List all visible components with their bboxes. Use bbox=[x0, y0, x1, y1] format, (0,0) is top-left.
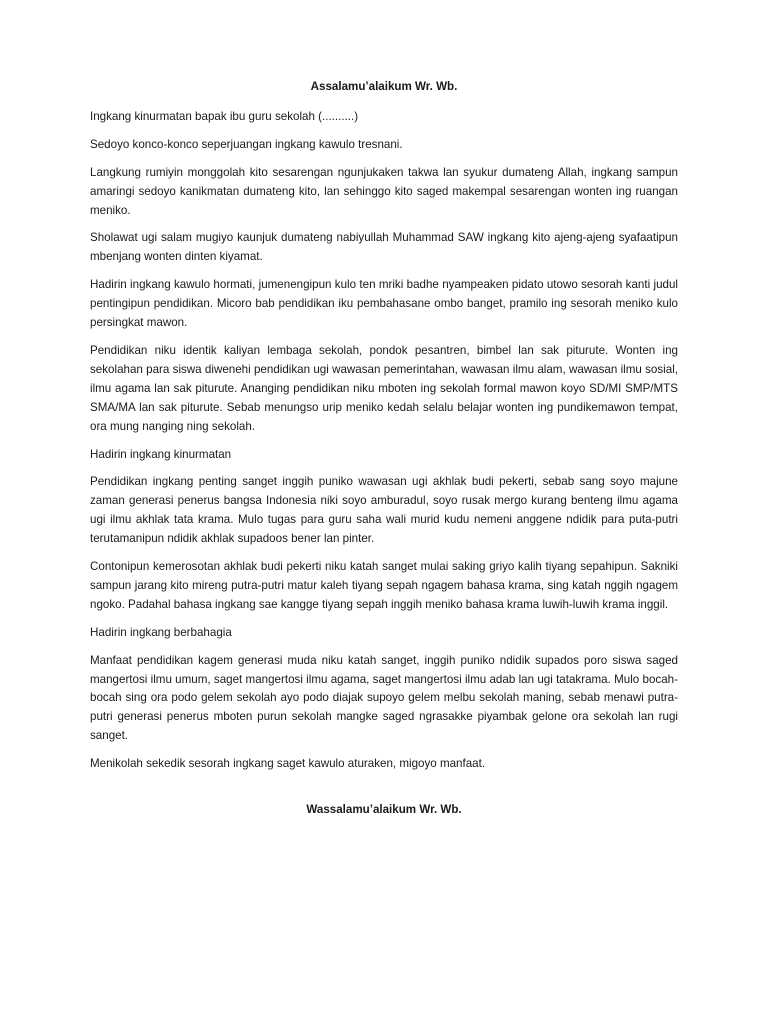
paragraph-salutation-teachers: Ingkang kinurmatan bapak ibu guru sekolah (..........) bbox=[90, 109, 359, 123]
paragraph-salutation-friends: Sedoyo konco-konco seperjuangan ingkang kawulo tresnani. bbox=[90, 137, 403, 151]
paragraph-moral-decline: Contonipun kemerosotan akhlak budi pekerti niku katah sanget mulai saking griyo kalih tiyang sepahipun. Sakniki sampun jarang kito mireng putra-putri matur kaleh tiyang sepah ngagem bahasa krama, sing katah nggih ngagem ngoko. Padahal bahasa ingkang sae kangge tiyang sepah inggih meniko bahasa krama luwih-luwih krama inggil. bbox=[90, 560, 678, 611]
closing-greeting: Wassalamu’alaikum Wr. Wb. bbox=[306, 803, 462, 817]
paragraph-sholawat: Sholawat ugi salam mugiyo kaunjuk dumateng nabiyullah Muhammad SAW ingkang kito ajeng-ajeng syafaatipun mbenjang wonten dinten kiyamat. bbox=[90, 231, 678, 264]
opening-greeting: Assalamu’alaikum Wr. Wb. bbox=[310, 80, 458, 93]
paragraph-character-education: Pendidikan ingkang penting sanget inggih puniko wawasan ugi akhlak budi pekerti, sebab sang soyo majune zaman generasi penerus bangsa Indonesia niki soyo amburadul, soyo rusak mergo kurang benteng ilmu agama ugi ilmu akhlak tata krama. Mulo tugas para guru saha wali murid kudu nemeni anggene ndidik para puta-putri terutamanipun ndidik akhlak supadoos bener lan pinter. bbox=[90, 475, 678, 546]
paragraph-education-institutions: Pendidikan niku identik kaliyan lembaga sekolah, pondok pesantren, bimbel lan sak piturute. Wonten ing sekolahan para siswa diwenehi pendidikan ugi wawasan pemerintahan, wawasan ilmu alam, wawasan ilmu sosial, ilmu agama lan sak piturute. Ananging pendidikan niku mboten ing sekolah formal mawon koyo SD/MI SMP/MTS SMA/MA lan sak piturute. Sebab menungso urip meniko kedah selalu belajar wonten ing pundikemawon tempat, ora mung nanging ning sekolah. bbox=[90, 343, 678, 433]
document-page bbox=[90, 78, 678, 820]
paragraph-address-audience-1: Hadirin ingkang kinurmatan bbox=[90, 447, 232, 461]
paragraph-address-audience-2: Hadirin ingkang berbahagia bbox=[90, 625, 232, 639]
paragraph-gratitude: Langkung rumiyin monggolah kito sesarengan ngunjukaken takwa lan syukur dumateng Allah, ingkang sampun amaringi sedoyo kanikmatan dumateng kito, lan sehinggo kito saged makempal sesarengan wonten ing ruangan meniko. bbox=[90, 165, 678, 217]
paragraph-benefits: Manfaat pendidikan kagem generasi muda niku katah sanget, inggih puniko ndidik supados poro siswa saged mangertosi ilmu umum, saget mangertosi ilmu agama, saget mangertosi ilmu adab lan ugi tatakrama. Mulo bocah-bocah sing ora podo gelem sekolah ayo podo diajak supoyo gelem melbu sekolah maning, sebab menawi putra-putri generasi penerus mboten purun sekolah mangke saged ngrasakke piyambak gelone ora sekolah lan rugi sanget. bbox=[90, 653, 678, 743]
paragraph-conclusion: Menikolah sekedik sesorah ingkang saget kawulo aturaken, migoyo manfaat. bbox=[90, 757, 486, 771]
paragraph-introduction: Hadirin ingkang kawulo hormati, jumenengipun kulo ten mriki badhe nyampeaken pidato utowo sesorah kanti judul pentingipun pendidikan. Micoro bab pendidikan iku pembahasane ombo banget, pramilo ing sesorah meniko kulo persingkat mawon. bbox=[90, 278, 678, 330]
